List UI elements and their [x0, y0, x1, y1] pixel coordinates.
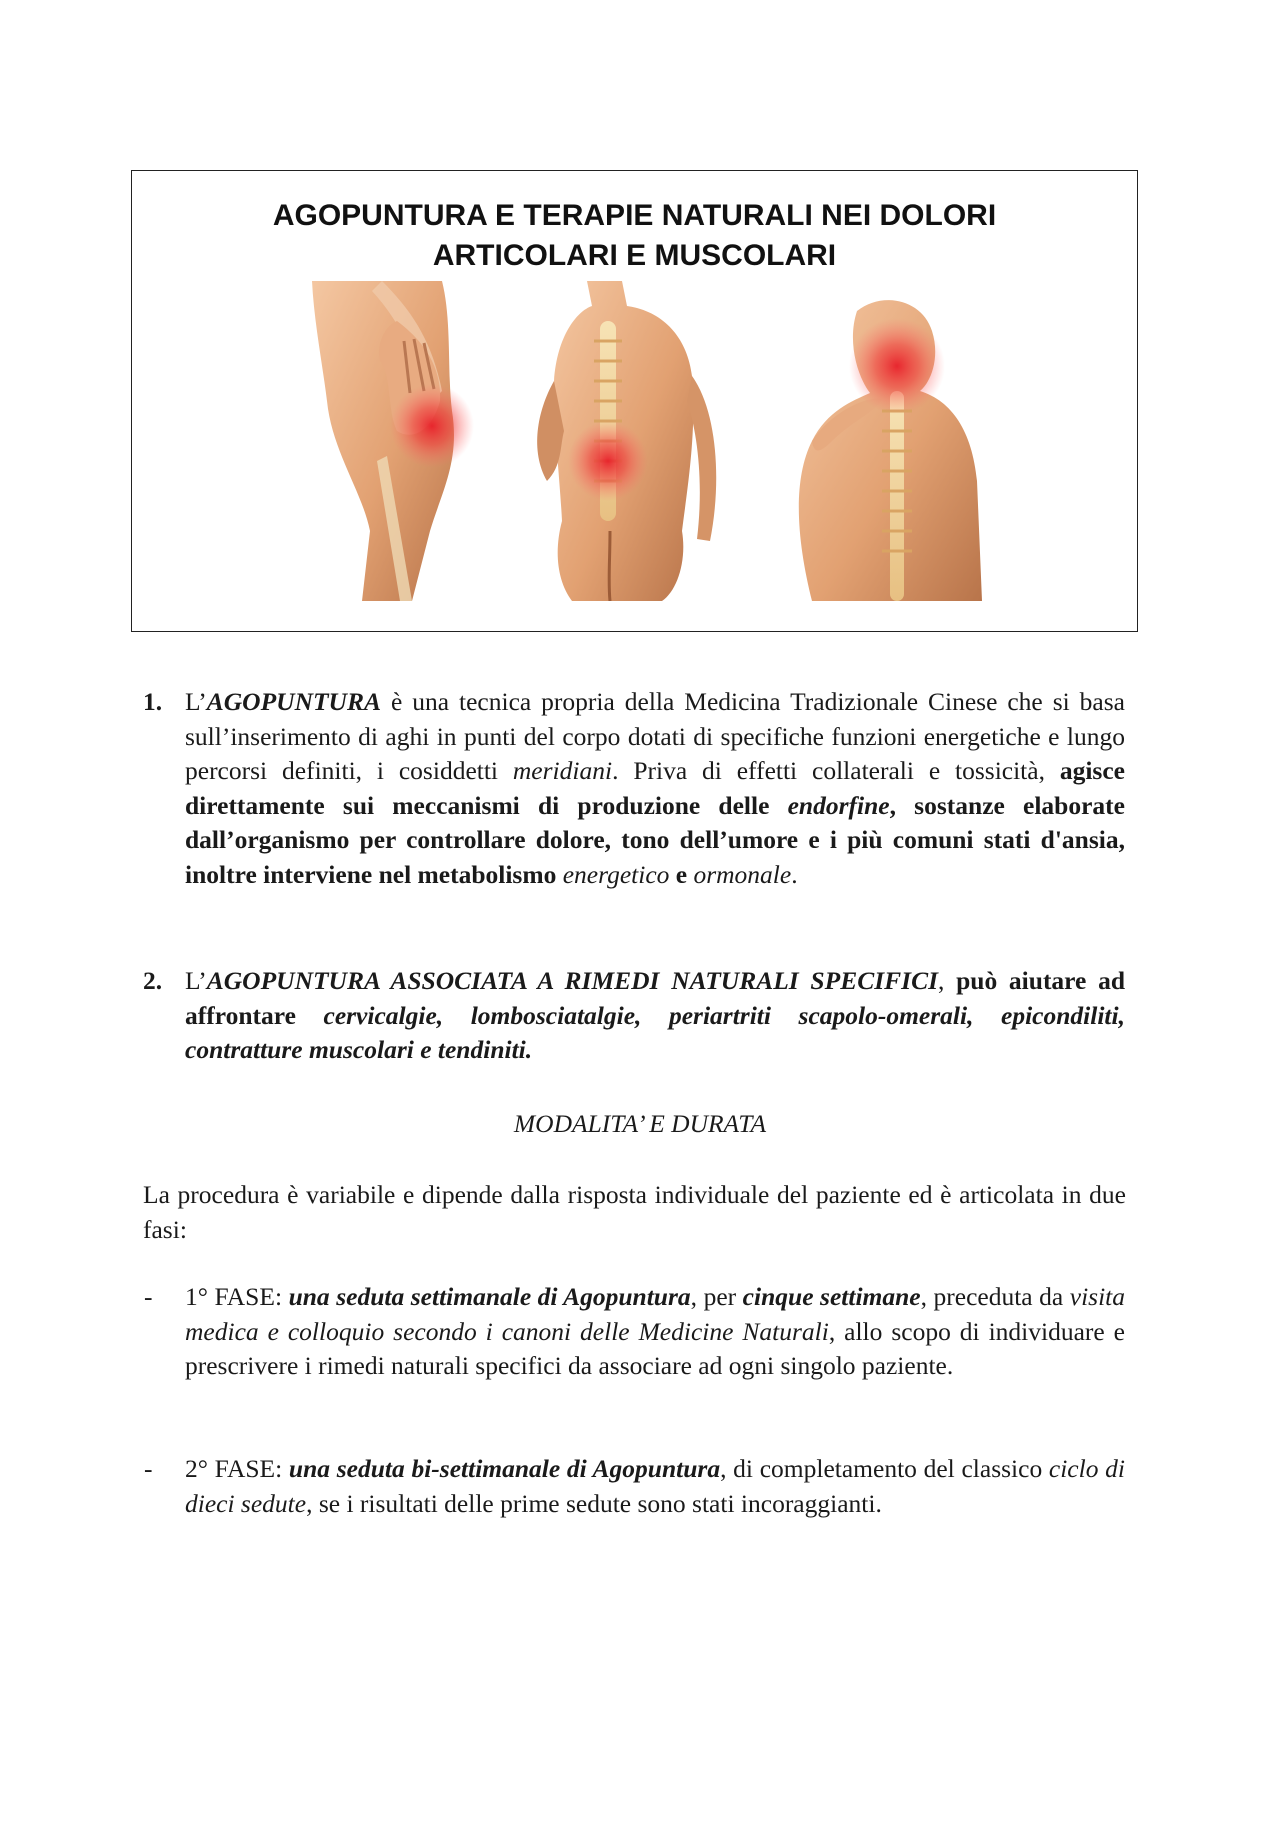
dash-bullet: -: [144, 1454, 153, 1483]
list-item-2: [143, 964, 1126, 1068]
emphasis-five-weeks: cinque settimane: [742, 1282, 921, 1311]
text-span: , allo scopo di individuare e prescrivere i rimedi naturali specifici da associare ad ogni singolo paziente.: [185, 1316, 1125, 1380]
text-span: ,: [938, 966, 957, 995]
bold-mechanisms: agisce direttamente sui meccanismi di produzione delle: [185, 756, 1125, 820]
intro-paragraph: La procedura è variabile e dipende dalla risposta individuale del paziente ed è articolata in due fasi:: [143, 1180, 1126, 1244]
emphasis-biweekly-session: una seduta bi-settimanale di Agopuntura: [288, 1454, 721, 1483]
emphasis-associated-remedies: AGOPUNTURA ASSOCIATA A RIMEDI NATURALI SPECIFICI: [206, 966, 938, 995]
emphasis-conditions: cervicalgie, lombosciatalgie, periartriti scapolo-omerali, epicondiliti, contratture muscolari e tendiniti.: [185, 1000, 1125, 1064]
text-span: , se i risultati delle prime sedute sono stati incoraggianti.: [306, 1488, 882, 1518]
item-number: 1.: [143, 687, 163, 716]
emphasis-acupuncture: AGOPUNTURA: [206, 687, 381, 716]
lower-back-figure: [537, 281, 716, 601]
text-span: , per: [690, 1282, 743, 1311]
emphasis-ten-sessions: ciclo di dieci sedute: [185, 1454, 1126, 1518]
text-span: L’: [185, 687, 207, 716]
emphasis-endorphins: endorfine: [787, 790, 890, 820]
title-line-1: AGOPUNTURA E TERAPIE NATURALI NEI DOLORI: [272, 199, 997, 232]
neck-figure: [799, 300, 982, 601]
emphasis-weekly-session: una seduta settimanale di Agopuntura: [288, 1282, 691, 1311]
emphasis-energetic: energetico: [562, 859, 670, 889]
list-item-1: [143, 685, 1125, 892]
pain-illustrations: [292, 281, 992, 601]
emphasis-meridians: meridiani: [512, 756, 613, 785]
text-span: e: [669, 859, 694, 889]
phase-label: 1° FASE:: [185, 1282, 289, 1311]
section-subtitle: MODALITA’ E DURATA: [513, 1109, 767, 1138]
text-span: , di completamento del classico: [720, 1454, 1049, 1483]
emphasis-hormonal: ormonale: [693, 859, 792, 889]
item-number: 2.: [143, 966, 163, 995]
title-line-2: ARTICOLARI E MUSCOLARI: [432, 239, 837, 272]
text-span: , preceduta da: [920, 1282, 1070, 1311]
knee-figure: [312, 281, 474, 601]
text-span: è una tecnica propria della Medicina Tradizionale Cinese che si basa sull’inserimento di aghi in punti del corpo dotati di specifiche funzioni energetiche e lungo percorsi definiti, i cosiddetti: [185, 687, 1125, 785]
text-span: .: [791, 859, 798, 889]
bold-substances: , sostanze elaborate dall’organismo per controllare dolore, tono dell’umore e i più comuni stati d'ansia, inoltre interviene nel metabolismo: [185, 790, 1125, 889]
bold-can-help: può aiutare ad affrontare: [185, 966, 1126, 1030]
text-span: . Priva di effetti collaterali e tossicità,: [612, 756, 1060, 785]
page-title: [132, 196, 1137, 276]
header-box: [131, 170, 1138, 632]
phase-1-item: [144, 1280, 1126, 1384]
phase-2-item: [144, 1452, 1126, 1521]
text-span: L’: [185, 966, 207, 995]
phase-label: 2° FASE:: [185, 1454, 289, 1483]
emphasis-medical-visit: visita medica e colloquio secondo i canoni delle Medicine Naturali: [185, 1282, 1126, 1346]
dash-bullet: -: [144, 1282, 153, 1311]
